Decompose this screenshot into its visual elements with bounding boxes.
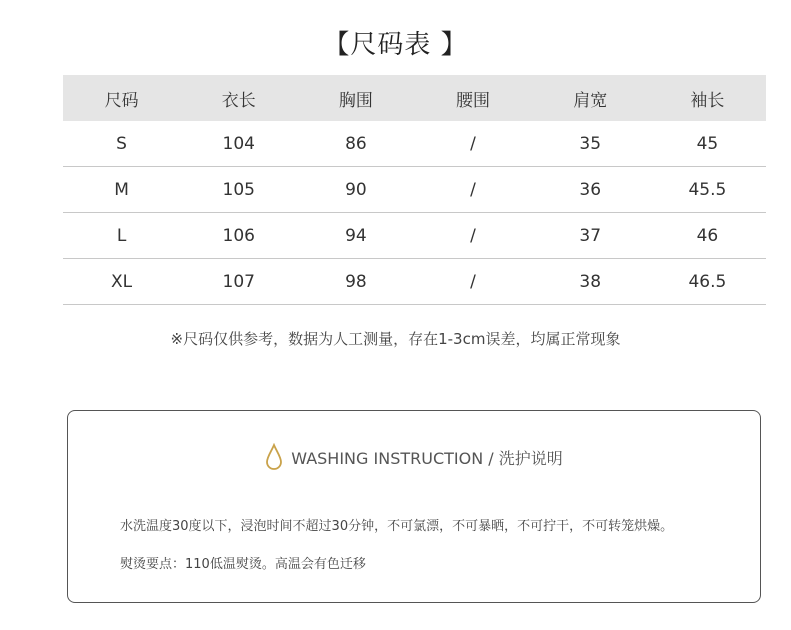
header-shoulder: 肩宽 [532,75,649,121]
header-size: 尺码 [63,75,180,121]
table-cell: 104 [180,121,297,167]
table-cell: XL [63,259,180,305]
table-cell: 45 [649,121,766,167]
washing-instruction-box [67,410,761,603]
table-row [63,167,766,213]
size-chart-table [63,75,766,305]
table-cell: 107 [180,259,297,305]
table-cell: M [63,167,180,213]
table-cell: 46 [649,213,766,259]
header-waist: 腰围 [414,75,531,121]
washing-heading: WASHING INSTRUCTION / 洗护说明 [291,448,563,468]
washing-instruction-text: 水洗温度30度以下，浸泡时间不超过30分钟，不可氯漂，不可暴晒，不可拧干，不可转笼烘燥。 [120,519,674,534]
table-cell: / [414,167,531,213]
table-cell: 105 [180,167,297,213]
table-cell: 35 [532,121,649,167]
header-chest: 胸围 [297,75,414,121]
table-header-row [63,75,766,121]
measurement-note: ※尺码仅供参考，数据为人工测量，存在1-3cm误差，均属正常现象 [170,330,621,348]
page-title: 【尺码表 】 [323,30,468,60]
ironing-instruction-text: 熨烫要点：110低温熨烫。高温会有色迁移 [120,557,366,572]
table-cell: S [63,121,180,167]
washing-header [68,443,760,471]
table-cell: 45.5 [649,167,766,213]
table-row [63,121,766,167]
table-cell: 94 [297,213,414,259]
header-sleeve: 袖长 [649,75,766,121]
table-cell: / [414,121,531,167]
table-cell: / [414,259,531,305]
header-length: 衣长 [180,75,297,121]
table-cell: 37 [532,213,649,259]
table-cell: 38 [532,259,649,305]
table-cell: L [63,213,180,259]
water-drop-icon [265,443,283,471]
table-cell: 98 [297,259,414,305]
table-cell: 46.5 [649,259,766,305]
table-cell: / [414,213,531,259]
table-cell: 36 [532,167,649,213]
table-row [63,213,766,259]
table-cell: 86 [297,121,414,167]
table-cell: 106 [180,213,297,259]
table-cell: 90 [297,167,414,213]
table-row [63,259,766,305]
